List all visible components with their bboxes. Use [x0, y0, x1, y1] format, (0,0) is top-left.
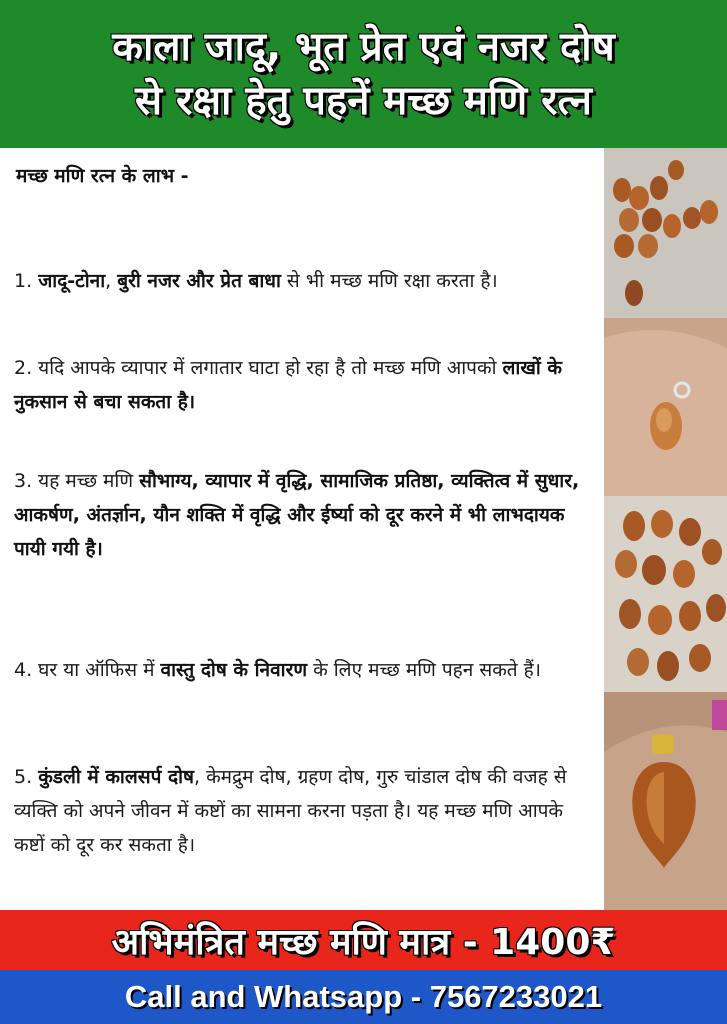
benefit-point-1: [14, 264, 599, 298]
point-number: 4.: [14, 659, 33, 681]
point-text: ,: [105, 270, 118, 292]
point-bold-text: कुंडली में कालसर्प दोष: [38, 766, 194, 788]
point-number: 1.: [14, 270, 33, 292]
contact-text: Call and Whatsapp - 7567233021: [124, 979, 603, 1014]
pendants-image: [604, 496, 727, 692]
benefit-point-3: [14, 464, 599, 566]
point-text: से भी मच्छ मणि रक्षा करता है।: [280, 270, 498, 292]
point-number: 5.: [14, 766, 33, 788]
header-title-line-2: से रक्षा हेतु पहनें मच्छ मणि रत्न: [135, 78, 592, 124]
benefits-panel: [0, 148, 604, 910]
point-text: के लिए मच्छ मणि पहन सकते हैं।: [307, 659, 541, 681]
photo-loose-stones: [604, 148, 727, 318]
point-number: 2.: [14, 357, 33, 379]
point-bold-text: लाखों के नुकसान से बचा सकता है।: [14, 357, 563, 413]
benefit-point-2: [14, 351, 599, 419]
benefit-point-5: [14, 760, 599, 862]
benefits-title: मच्छ मणि रत्न के लाभ -: [16, 165, 189, 187]
photo-gold-pendant: [604, 692, 727, 910]
header-title-line-1: काला जादू, भूत प्रेत एवं नजर दोष: [112, 24, 615, 70]
product-photo-strip: [604, 148, 727, 910]
contact-banner: [0, 970, 727, 1024]
header-banner: [0, 0, 727, 148]
point-text: यदि आपके व्यापार में लगातार घाटा हो रहा है तो मच्छ मणि आपको: [32, 357, 503, 379]
point-number: 3.: [14, 470, 33, 492]
gold-pendant-image: [604, 692, 727, 910]
point-text: यह मच्छ मणि: [32, 470, 140, 492]
point-text: घर या ऑफिस में: [32, 659, 161, 681]
point-bold-text: वास्तु दोष के निवारण: [160, 659, 308, 681]
price-text: अभिमंत्रित मच्छ मणि मात्र - 1400₹: [111, 921, 616, 963]
pendant-hand-image: [604, 318, 727, 496]
photo-pendant-collection: [604, 496, 727, 692]
benefit-point-4: [14, 653, 599, 687]
point-bold-text: सौभाग्य, व्यापार में वृद्धि, सामाजिक प्रतिष्ठा, व्यक्तित्व में सुधार, आकर्षण, अंतर्ज्ञान, यौन शक्ति में वृद्धि और ईर्ष्या को दूर करने में भी लाभदायक पायी गयी है।: [14, 470, 580, 560]
point-text: , केमद्रुम दोष, ग्रहण दोष, गुरु चांडाल दोष की वजह से व्यक्ति को अपने जीवन में कष्टों का सामना करना पड़ता है। यह मच्छ मणि आपके कष्टों को दूर कर सकता है।: [14, 766, 567, 856]
stones-image: [604, 148, 727, 318]
photo-pendant-in-hand: [604, 318, 727, 496]
price-banner: [0, 910, 727, 970]
point-bold-text: बुरी नजर और प्रेत बाधा: [117, 270, 281, 292]
point-bold-text: जादू-टोना: [38, 270, 106, 292]
